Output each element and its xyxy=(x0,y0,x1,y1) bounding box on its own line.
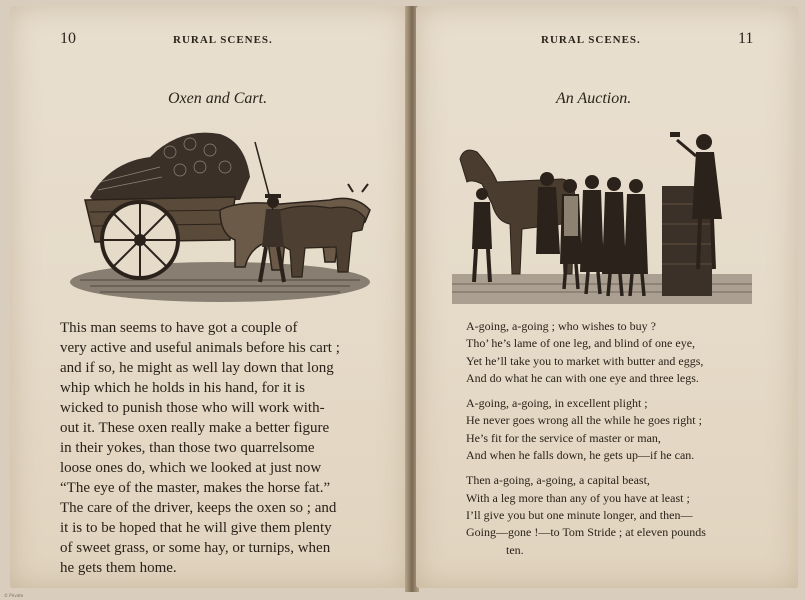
verse-line: He never goes wrong all the while he goes right ; xyxy=(466,413,702,428)
text-line: whip which he holds in his hand, for it is xyxy=(60,380,305,396)
stanza-2 xyxy=(466,395,786,464)
auction-engraving xyxy=(452,124,752,309)
left-caption: Oxen and Cart. xyxy=(168,90,268,107)
verse-line: Then a-going, a-going, a capital beast, xyxy=(466,473,650,488)
verse-line: Tho’ he’s lame of one leg, and blind of one eye, xyxy=(466,336,696,351)
verse-line: A-going, a-going ; who wishes to buy ? xyxy=(466,319,656,333)
text-line: very active and useful animals before his cart ; xyxy=(60,340,340,356)
verse-line: I’ll give you but one minute longer, and then— xyxy=(466,507,693,522)
text-line: out it. These oxen really make a better figure xyxy=(60,420,330,436)
right-running-head: RURAL SCENES. xyxy=(541,34,641,46)
right-page xyxy=(416,6,798,588)
verse-line: And when he falls down, he gets up—if he can. xyxy=(466,448,695,463)
stanza-1 xyxy=(466,318,786,387)
right-caption: An Auction. xyxy=(556,90,632,107)
text-line: “The eye of the master, makes the horse fat.” xyxy=(60,480,331,496)
right-verse xyxy=(466,318,786,567)
text-line: and if so, he might as well lay down that long xyxy=(60,360,334,376)
text-line: in their yokes, than those two quarrelsome xyxy=(60,440,315,456)
text-line: loose ones do, which we looked at just now xyxy=(60,460,322,476)
left-page xyxy=(10,6,408,588)
verse-line: Yet he’ll take you to market with butter and eggs, xyxy=(466,353,704,368)
text-line: This man seems to have got a couple of xyxy=(60,320,298,336)
right-page-number: 11 xyxy=(738,30,754,47)
verse-line: ten. xyxy=(506,542,524,557)
text-line: it is to be hoped that he will give them plenty xyxy=(60,520,332,536)
verse-line: He’s fit for the service of master or man, xyxy=(466,430,661,445)
stanza-3 xyxy=(466,472,786,558)
oxen-cart-engraving xyxy=(70,122,375,310)
left-page-number: 10 xyxy=(60,30,76,47)
text-line: wicked to punish those who will work with- xyxy=(60,400,325,416)
verse-line: Going—gone !—to Tom Stride ; at eleven pounds xyxy=(466,525,706,540)
left-running-head: RURAL SCENES. xyxy=(173,34,273,46)
verse-line: With a leg more than any of you have at least ; xyxy=(466,490,690,505)
image-credit: © Private xyxy=(4,593,24,598)
book-spread xyxy=(8,6,798,592)
text-line: he gets them home. xyxy=(60,560,177,576)
left-body-text xyxy=(60,318,385,578)
text-line: The care of the driver, keeps the oxen so ; and xyxy=(60,500,337,516)
text-line: of sweet grass, or some hay, or turnips, when xyxy=(60,540,331,556)
verse-line: And do what he can with one eye and three legs. xyxy=(466,370,699,385)
verse-line: A-going, a-going, in excellent plight ; xyxy=(466,396,648,411)
